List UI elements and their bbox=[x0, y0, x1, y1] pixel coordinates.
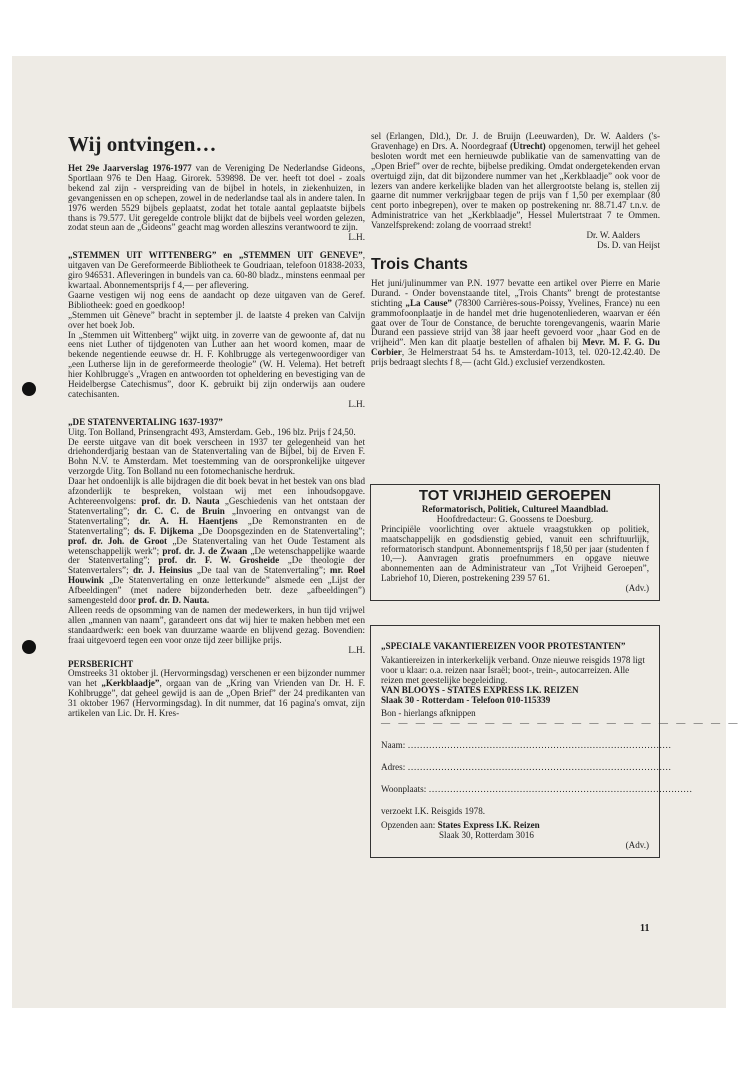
persbericht-continued: sel (Erlangen, Dld.), Dr. J. de Bruijn (Leeuwarden), Dr. W. Aalders ('s-Gravenhage) en Drs. A. Noordegraaf (Utrecht) opgenomen, terwijl het geheel besloten wordt met een hernieuwde publikatie van de samenvatting van de „Open Brief” over de rechte, bijbelse prediking. Omdat ondergetekenden ervan overtuigd zijn, dat dit bijzondere nummer van het „Kerkblaadje” ook voor de lezers van andere kerkelijke bladen van het allergrootste belang is, stellen zij gaarne dit nummer verkrijgbaar tegen de prijs van f 1,50 per exemplaar (80 cent porto inbegrepen), over te maken op postrekening nr. 88.71.47 t.n.v. de Administratrice van het „Kerkblaadje”, Hessel Mulertstraat 7 te Ommen. Vanzelfsprekend: zolang de voorraad strekt! bbox=[371, 131, 660, 231]
ad-tag: (Adv.) bbox=[625, 583, 649, 594]
ad-company: VAN BLOOYS - STATES EXPRESS I.K. REIZEN bbox=[381, 684, 579, 695]
article-gideons: Het 29e Jaarverslag 1976-1977 van de Vereniging De Nederlandse Gideons, Sportlaan 976 te Den Haag. Girorek. 539898. De ver. heeft tot doel - zoals bekend zal zijn - verspreiding van de bijbel in hotels, in ziekenhuizen, in gevangenissen en op schepen, zowel in de nederlandse taal als in andere talen. In 1976 werden 5529 bijbels geplaatst, zodat het totale aantal geplaatste bijbels thans is 79.577. Uit geregelde controle blijkt dat de bijbels veel worden gelezen, zodat steun aan de „Gideons” geacht mag worden alleszins verantwoord te zijn. bbox=[68, 163, 365, 233]
right-column bbox=[371, 132, 660, 368]
paragraph: De eerste uitgave van dit boek verscheen in 1937 ter gelegenheid van het driehonderdjarig bestaan van de Statenvertaling van de Bijbel, bij de Erven F. Bohn N.V. te Amsterdam. Met toestemming van de oorspronkelijke uitgever verzorgde Uitg. Ton Bolland nu een fotomechanische herdruk. bbox=[68, 436, 365, 477]
article-stemmen: „STEMMEN UIT WITTENBERG” en „STEMMEN UIT GENEVE”, uitgaven van De Gereformeerde Bibliotheek te Goudriaan, telefoon 01838-2033, giro 946531. Afleveringen in bundels van ca. 60-80 bladz., minstens eenmaal per kwartaal. Abonnementsprijs f 4,— per aflevering. bbox=[68, 250, 365, 290]
signature: L.H. bbox=[348, 398, 365, 409]
form-field-adres[interactable]: Adres: …………………………………………………………………………… bbox=[381, 762, 672, 773]
signatory: Dr. W. Aalders bbox=[586, 230, 640, 241]
page-heading: Wij ontvingen… bbox=[68, 132, 217, 156]
trois-chants-text: Het juni/julinummer van P.N. 1977 bevatte een artikel over Pierre en Marie Durand. - Onder bovenstaande titel, „Trois Chants” brengt de protestantse stichting „La Cause” (78300 Carrières-sous-Poissy, Yvelines, France) nu een grammofoonplaatje in de handel met drie hugenotenliederen, waarvan er één gaat over de Tour de Constance, de beruchte torengevangenis, waarin Marie Durand een passieve strijd van 38 jaar heeft gevoerd voor „haar God en de vrijheid”. Men kan dit plaatje bestellen of afhalen bij Mevr. M. F. G. Du Corbier, 3e Helmerstraat 54 hs. te Amsterdam-1013, tel. 020-12.42.40. De prijs bedraagt slechts f 8,— (acht Gld.) exclusief verzendkosten. bbox=[371, 277, 660, 368]
paragraph: In „Stemmen uit Wittenberg” wijkt uitg. in zoverre van de gewoonte af, dat nu eens niet Luther of tijdgenoten van Luther aan het woord komen, maar de bekende negentiende eeuwse dr. H. F. Kohlbrugge als vertegenwoordiger van „een Lutherse lijn in de gereformeerde theologie” (W. H. Velema). Het betreft hier Kohlbrugge's „Vragen en antwoorden tot opheldering en bevestiging van de Heidelbergse Catechismus”, door K. gebruikt bij zijn onderwijs aan oudere catechisanten. bbox=[68, 329, 365, 399]
ad-body: Principiële voorlichting over aktuele vraagstukken op politiek, maatschappelijk en godsdienstig gebied, vanuit een schriftuurlijk, reformatorisch standpunt. Abonnementsprijs f 18,50 per jaar (studenten f 10,—). Aanvragen gratis proefnummers en opgave nieuwe abonnementen aan de Administrateur van „Tot Vrijheid Geroepen”, Labriehof 10, Dieren, postrekening 239 57 61. bbox=[381, 523, 649, 584]
contents-paragraph: Daar het ondoenlijk is alle bijdragen die dit boek bevat in het bestek van ons blad afzonderlijk te bespreken, volstaan wij met een inhoudsopgave. Achtereenvolgens: prof. dr. D. Nauta „Geschiedenis van het ontstaan der Statenvertaling”; dr. C. C. de Bruin „Invoering en ontvangst van de Statenvertaling”; dr. A. H. Haentjens „De Remonstranten en de Statenvertaling”; ds. F. Dijkema „De Doopsgezinden en de Statenvertaling”; prof. dr. Joh. de Groot „De Statenvertaling van het Oude Testament als wetenschappelijk werk”; prof. dr. J. de Zwaan „De wetenschappelijke waarde der Statenvertaling”; prof. dr. F. W. Grosheide „De theologie der Statenvertalers”; dr. J. Heinsius „De taal van de Statenvertaling”; mr. Roel Houwink „De Statenvertaling en onze letterkunde” alsmede een „Lijst der Afbeeldingen” (met nadere bijzonderheden betr. deze „afbeeldingen”) samengesteld door prof. dr. D. Nauta. bbox=[68, 476, 366, 606]
paragraph: Gaarne vestigen wij nog eens de aandacht op deze uitgaven van de Geref. Bibliotheek: goed en goedkoop! bbox=[68, 289, 365, 310]
advertisement-tot-vrijheid bbox=[370, 484, 660, 601]
cut-line: — — — — — — — — — — — — — — — — — — — — — bbox=[381, 718, 740, 729]
ad-send-to: Opzenden aan: States Express I.K. Reizen bbox=[381, 819, 540, 830]
ad-editor: Hoofdredacteur: G. Goossens te Doesburg. bbox=[436, 513, 594, 524]
paragraph: Uitg. Ton Bolland, Prinsengracht 493, Amsterdam. Geb., 196 blz. Prijs f 24,50. bbox=[68, 426, 356, 437]
form-field-naam[interactable]: Naam: …………………………………………………………………………… bbox=[381, 740, 672, 751]
trois-chants-heading: Trois Chants bbox=[371, 255, 468, 273]
form-field-woonplaats[interactable]: Woonplaats: …………………………………………………………………………… bbox=[381, 784, 693, 795]
page-number: 11 bbox=[640, 923, 650, 934]
persbericht-text: Omstreeks 31 oktober jl. (Hervormingsdag) verschenen er een bijzonder nummer van het „Kerkblaadje”, orgaan van de „Kring van Vrienden van Dr. H. F. Kohlbrugge”, dat geheel gewijd is aan de „Open Brief” der 24 predikanten van 31 oktober 1967 (Hervormingsdag). In dit nummer, dat 16 pagina's omvat, zijn artikelen van Lic. Dr. H. Kres- bbox=[68, 668, 365, 719]
signature: L.H. bbox=[348, 644, 365, 655]
punch-hole-bottom bbox=[22, 640, 36, 654]
persbericht-title: PERSBERICHT bbox=[68, 658, 134, 669]
paragraph: Alleen reeds de opsomming van de namen der medewerkers, in hun tijd vrijwel allen „mannen van naam”, garandeert ons dat wij hier te maken hebben met een standaardwerk: een boek van duurzame waarde en blijvend gezag. Bovendien: fraai uitgevoerd tegen een voor onze tijd zeer billijke prijs. bbox=[68, 604, 365, 645]
ad-title: „SPECIALE VAKANTIEREIZEN VOOR PROTESTANTEN” bbox=[381, 641, 626, 651]
article-statenvertaling-title: „DE STATENVERTALING 1637-1937” bbox=[68, 416, 223, 427]
ad-send-address: Slaak 30, Rotterdam 3016 bbox=[439, 829, 534, 840]
paragraph: „Stemmen uit Gèneve” bracht in september jl. de laatste 4 preken van Calvijn over het boek Job. bbox=[68, 309, 365, 330]
ad-subtitle: Reformatorisch, Politiek, Cultureel Maandblad. bbox=[421, 503, 609, 514]
ad-request: verzoekt I.K. Reisgids 1978. bbox=[381, 805, 486, 816]
ad-tag: (Adv.) bbox=[625, 839, 649, 850]
punch-hole-top bbox=[22, 382, 36, 396]
signature: L.H. bbox=[348, 232, 365, 243]
coupon-label: Bon - hierlangs afknippen bbox=[381, 708, 476, 719]
signatory: Ds. D. van Heijst bbox=[597, 239, 660, 250]
advertisement-vakantiereizen bbox=[370, 625, 740, 858]
ad-address: Slaak 30 - Rotterdam - Telefoon 010-115339 bbox=[381, 694, 551, 705]
ad-title: TOT VRIJHEID GEROEPEN bbox=[418, 487, 612, 504]
ad-body: Vakantiereizen in interkerkelijk verband. Onze nieuwe reisgids 1978 ligt voor u klaar: o.a. reizen naar Israël; boot-, trein-, autocarreizen. Alle reizen met geestelijke begeleiding. bbox=[381, 654, 645, 685]
left-column bbox=[68, 132, 365, 719]
